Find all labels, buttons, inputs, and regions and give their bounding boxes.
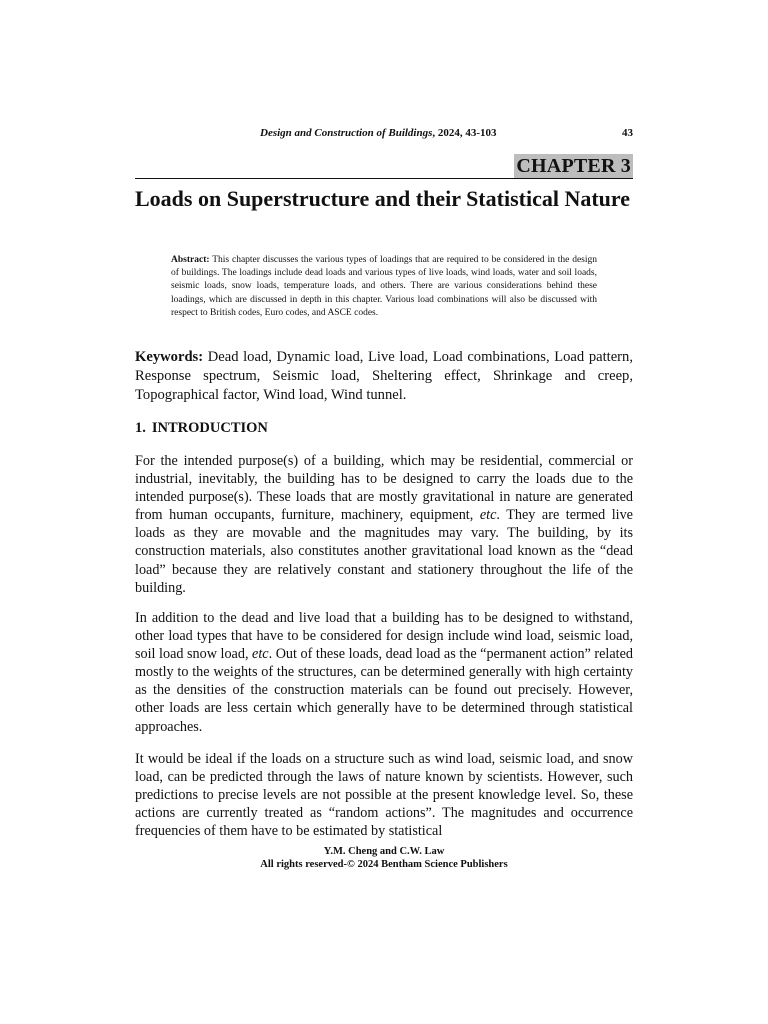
abstract-text: This chapter discusses the various types of loadings that are required to be considered in the design of buildings. The loadings include dead loads and various types of live loads, wind loads, water and soil loads, seismic loads, snow loads, temperature loads, and others. There are various considerations behind these loadings, which are discussed in depth in this chapter. Various load combinations will also be discussed with respect to British codes, Euro codes, and ASCE codes. (171, 255, 597, 318)
paragraph-text: . Out of these loads, dead load as the “permanent action” related mostly to the weights of the structures, can be determined generally with high certainty as the densities of the construction materials can be found out precisely. However, other loads are less certain which generally have to be determined through statistical approaches. (135, 646, 633, 735)
page-number: 43 (622, 127, 633, 139)
section-number: 1. (135, 420, 146, 436)
journal-name: Design and Construction of Buildings (260, 127, 433, 139)
abstract-label: Abstract: (171, 255, 210, 265)
running-header (135, 127, 633, 143)
footer-authors: Y.M. Cheng and C.W. Law (323, 846, 445, 857)
body-paragraph (135, 609, 633, 736)
journal-citation (260, 127, 497, 139)
abstract (171, 254, 597, 320)
chapter-divider (135, 178, 633, 179)
keywords-text: Dead load, Dynamic load, Live load, Load combinations, Load pattern, Response spectrum, Seismic load, Sheltering effect, Shrinkage and creep, Topographical factor, Wind load, Wind tunnel. (135, 349, 633, 403)
paragraph-text: . They are termed live loads as they are movable and the magnitudes may vary. The building, by its construction materials, also constitutes another gravitational load known as the “dead load” because they are relatively constant and stationery throughout the life of the building. (135, 507, 633, 596)
paragraph-text: In addition to the dead and live load that a building has to be designed to withstand, other load types that have to be considered for design include wind load, seismic load, soil load snow load, (135, 610, 633, 663)
section-title: INTRODUCTION (151, 420, 268, 436)
document-page (135, 0, 633, 1024)
section-heading (135, 419, 268, 437)
body-paragraph (135, 452, 633, 597)
italic-etc: etc (479, 507, 497, 524)
body-paragraph: It would be ideal if the loads on a structure such as wind load, seismic load, and snow load, can be predicted through the laws of nature known by scientists. However, such predictions to precise levels are not possible at the present knowledge level. So, these actions are currently treated as “random actions”. The magnitudes and occurrence frequencies of them have to be estimated by statistical (135, 751, 633, 840)
keywords (135, 348, 633, 405)
chapter-label: CHAPTER 3 (516, 155, 631, 177)
footer-copyright: All rights reserved-© 2024 Bentham Science Publishers (260, 859, 508, 870)
journal-year-pages: , 2024, 43-103 (432, 127, 497, 139)
keywords-label: Keywords: (135, 349, 204, 365)
paragraph-text: For the intended purpose(s) of a building, which may be residential, commercial or industrial, inevitably, the building has to be designed to carry the loads due to the intended purpose(s). These loads that are mostly gravitational in nature are generated from human occupants, furniture, machinery, equipment, (135, 453, 633, 524)
chapter-title: Loads on Superstructure and their Statistical Nature (135, 186, 631, 211)
page-footer (135, 845, 633, 871)
italic-etc: etc (252, 646, 269, 663)
